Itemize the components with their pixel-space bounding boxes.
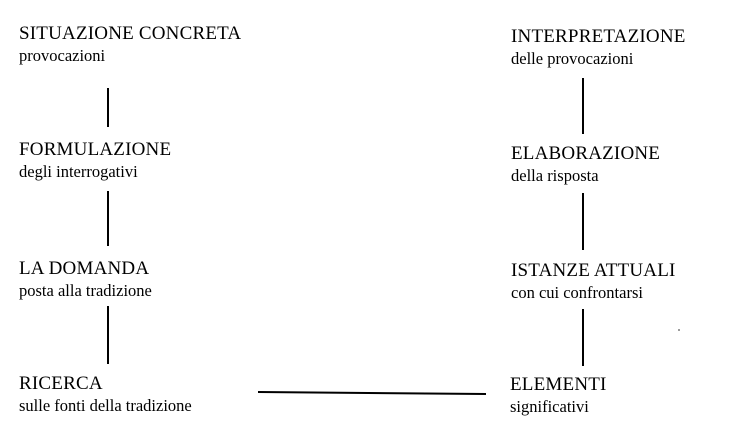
node-subtitle: degli interrogativi <box>19 162 138 181</box>
node-title: RICERCA <box>19 373 103 394</box>
node-title: LA DOMANDA <box>19 258 150 279</box>
node-title: FORMULAZIONE <box>19 139 172 160</box>
node-title: ISTANZE ATTUALI <box>511 260 676 281</box>
node-subtitle: significativi <box>510 397 589 416</box>
node-subtitle: della risposta <box>511 166 599 185</box>
speck-mark <box>678 329 680 331</box>
node-title: ELABORAZIONE <box>511 143 661 164</box>
node-subtitle: sulle fonti della tradizione <box>19 396 192 415</box>
node-title: INTERPRETAZIONE <box>511 26 686 47</box>
connector-bottom-bridge <box>258 392 486 394</box>
node-title: ELEMENTI <box>510 374 607 395</box>
node-subtitle: posta alla tradizione <box>19 281 152 300</box>
node-title: SITUAZIONE CONCRETA <box>19 23 242 44</box>
node-subtitle: provocazioni <box>19 46 106 65</box>
node-subtitle: delle provocazioni <box>511 49 634 68</box>
node-subtitle: con cui confrontarsi <box>511 283 643 302</box>
